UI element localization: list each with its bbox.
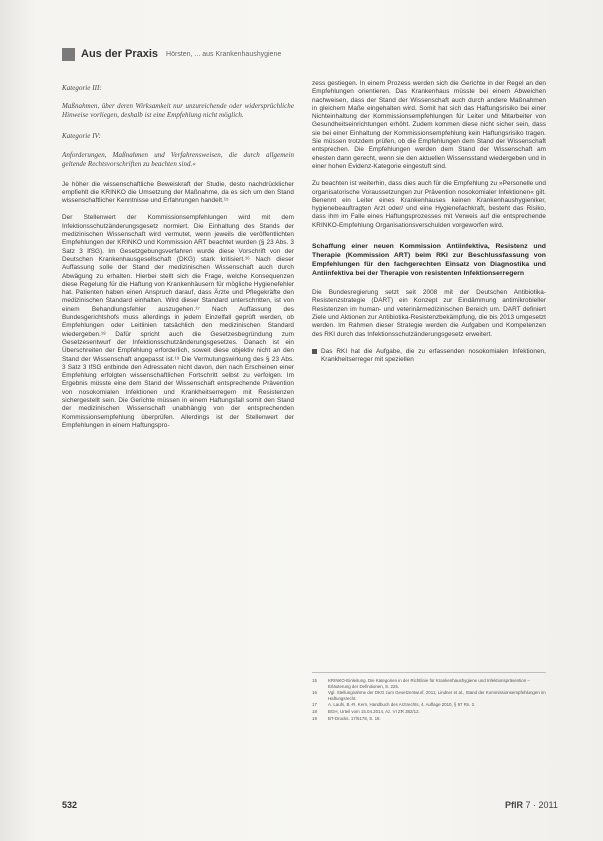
footnotes [312, 678, 546, 722]
journal-issue: 7 · 2011 [525, 800, 558, 810]
footnote-text: BGH, Urteil vom 15.04.2014, Az. VI ZR 382/12. [328, 708, 420, 714]
footnote [312, 716, 546, 722]
paragraph: Die Bundesregierung setzt seit 2008 mit der Deutschen Antibiotika-Resistenzstrategie (DART) ein Konzept zur Eindämmung antimikrobieller Resistenzen im human- und veterinärmedizinischen Bereich um. DART definiert Ziele und Aktionen zur Antibiotika-Resistenzbekämpfung, die bis 2013 umgesetzt werden. Im Rahmen dieser Strategie werden die Aufgaben und Kompetenzen des RKI durch das Infektionsschutzänderungsgesetz erweitert. [312, 289, 546, 338]
section-heading: Schaffung einer neuen Kommission Antiinfektiva, Resistenz und Therapie (Kommission ART) beim RKI zur Beschlussfassung von Empfehlungen für den fachgerechten Einsatz von Diagnostika und Antiinfektiva bei der Therapie von resistenten Infektionserregern [312, 243, 546, 278]
footnote-number: 16 [312, 690, 317, 696]
left-column [62, 78, 294, 439]
kategorie-4-text: Anforderungen, Maßnahmen und Verfahrensweisen, die durch allgemein geltende Rechtsvorschriften zu beachten sind.« [62, 150, 294, 168]
kategorie-3-label: Kategorie III: [62, 84, 102, 92]
right-column [312, 80, 546, 364]
footnote-number: 19 [312, 715, 317, 721]
paragraph: Der Stellenwert der Kommissionsempfehlungen wird mit dem Infektionsschutzänderungsgesetz normiert. Die Einhaltung des Stands der medizinischen Wissenschaft wird vermutet, wenn jeweils die veröffentlichten Empfehlungen der KRINKO und Kommission ART beachtet wurden (§ 23 Abs. 3 Satz 3 IfSG). Im Gesetzgebungsverfahren wurde diese Vorschrift von der Deutschen Krankenhausgesellschaft (DKG) stark kritisiert.¹⁶ Nach dieser Auffassung solle der Stand der medizinischen Wissenschaft auch durch Abwägung zu erhalten. Hierbei stellt sich die Frage, welche Konsequenzen diese Regelung für die Haftung von Krankenhäusern für mögliche Hygienefehler hat. Patienten haben einen Anspruch darauf, dass Ärzte und Pflegekräfte den medizinischen Standard einhalten. Wird dieser Standard unterschritten, ist von einem Behandlungsfehler auszugehen.¹⁷ Nach Auffassung des Bundesgerichtshofs muss allerdings in jedem Einzelfall geprüft werden, ob Empfehlungen oder Leitlinien tatsächlich den medizinischen Standard wiedergeben.¹⁸ Dafür spricht auch die Gesetzesbegründung zum Gesetzesentwurf der Infektionsschutzänderungsgesetzes. Danach ist ein Überschreiten der Empfehlung erforderlich, soweit diese objektiv nicht an den Stand der Wissenschaft angepasst ist.¹⁹ Die Vermutungswirkung des § 23 Abs. 3 Satz 3 IfSG entbinde den Adressaten nicht davon, den nach Erscheinen einer Empfehlung erfolgten wissenschaftlichen Fortschritt selbst zu verfolgen. Im Ergebnis müsste eine dem Stand der Wissenschaft entsprechende Prävention von nosokomialen Infektionen und Krankheitserregern mit Resistenzen sichergestellt sein. Die Gerichte müssen in einem Haftungsfall somit den Stand der medizinischen Wissenschaft unabhängig von der entsprechenden Kommissionsempfehlung überprüfen. Allerdings ist der Stellenwert der Empfehlungen in einem Haftungspro- [62, 214, 294, 429]
paragraph: zess gestiegen. In einem Prozess werden sich die Gerichte in der Regel an den Empfehlungen orientieren. Das Krankenhaus müsste bei einem Abweichen nachweisen, dass der Stand der Wissenschaft auch durch andere Maßnahmen in gleichem Maße eingehalten wird. Somit hat sich das Haftungsrisiko bei einer Nichteinhaltung der Kommissionsempfehlungen für Leiter und Mitarbeiter von Gesundheitseinrichtungen erhöht. Zudem kommen diese nicht sicher sein, dass sie bei einer Einhaltung der Kommissionsempfehlung kein Haftungsrisiko tragen. Sie müssen trotzdem prüfen, ob die Empfehlungen dem Stand der Wissenschaft entsprechen. Die Empfehlungen werden dem Stand der Wissenschaft am ehesten dann gerecht, wenn sie den aktuellen Wissensstand wiedergeben und in einer hohen Evidenz-Kategorie eingestuft sind. [312, 80, 546, 170]
footnote-divider [312, 672, 546, 673]
kategorie-3-text: Maßnahmen, über deren Wirksamkeit nur unzureichende oder widersprüchliche Hinweise vorliegen, deshalb ist eine Empfehlung nicht möglich. [62, 102, 294, 120]
journal-footer [505, 800, 558, 810]
section-title: Aus der Praxis [81, 48, 159, 60]
footnote-text: A. Laufs, B.-R. Kern, Handbuch des Arztrechts, 4. Auflage 2010, § 97 Rn. 2. [328, 702, 476, 708]
footnote [312, 702, 546, 708]
page-header [62, 46, 562, 62]
footnote [312, 678, 546, 689]
journal-name: PflR [505, 800, 523, 810]
footnote [312, 709, 546, 715]
bullet-square-icon [312, 349, 317, 354]
footnote-number: 17 [312, 702, 317, 708]
bullet-item [312, 348, 546, 365]
footnote-text: Vgl. Stellungnahme der DKG zum Gesetzentwurf, 2011; Lindner et al., Stand der Kommissionsempfehlungen im Haftungsrecht. [328, 690, 546, 701]
footnote-text: KRINKO-Einleitung. Die Kategorien in der Richtlinie für Krankenhaushygiene und Infektionsprävention – Erläuterung der Definitionen, S. 225. [328, 678, 530, 689]
section-subtitle: Hörsten, ... aus Krankenhaushygiene [166, 50, 282, 58]
footnote-number: 15 [312, 678, 317, 683]
section-marker [62, 48, 75, 61]
footnote-text: BT-Drucks. 17/5178, S. 18. [328, 715, 381, 721]
bullet-text: Das RKI hat die Aufgabe, die zu erfassenden nosokomialen Infektionen, Krankheitserreger mit speziellen [321, 347, 546, 364]
paragraph: Je höher die wissenschaftliche Beweiskraft der Studie, desto nachdrücklicher empfiehlt die KRINKO die Umsetzung der Maßnahme, da es sich um den Stand wissenschaftlicher Kenntnisse und Erfahrungen handelt.¹⁵ [62, 180, 294, 205]
footnote [312, 690, 546, 701]
kategorie-4-label: Kategorie IV: [62, 132, 101, 141]
paragraph: Zu beachten ist weiterhin, dass dies auch für die Empfehlung zu »Personelle und organisatorische Voraussetzungen zur Prävention nosokomialer Infektionen« gilt. Benennt ein Leiter eines Krankenhauses keinen Krankenhaushygieniker, hygienebeauftragten Arzt oder/ und eine Hygienefachkraft, besteht das Risiko, dass ihm im Falle eines Haftungsprozesses mit Verweis auf die entsprechende KRINKO-Empfehlung Organisationsverschulden vorgeworfen wird. [312, 180, 546, 229]
page-number: 532 [62, 800, 78, 810]
footnote-number: 18 [312, 708, 317, 714]
